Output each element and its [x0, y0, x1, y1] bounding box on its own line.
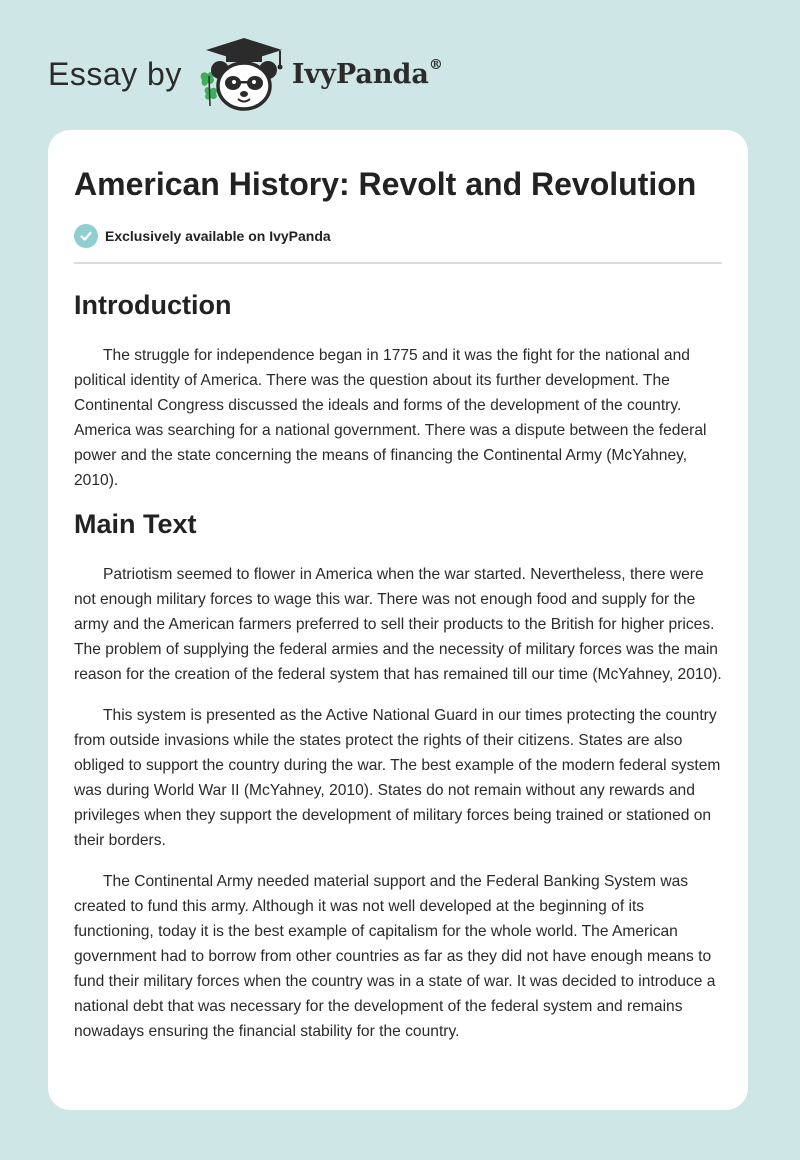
site-header [48, 34, 443, 114]
panda-mascot-icon [196, 36, 288, 112]
section-introduction [74, 288, 722, 493]
registered-mark: ® [428, 56, 443, 73]
essay-card [48, 130, 748, 1110]
check-icon [74, 224, 98, 248]
section-main-text [74, 507, 722, 1044]
section-heading: Introduction [74, 289, 232, 320]
paragraph: This system is presented as the Active National Guard in our times protecting the country from outside invasions while the states protect the rights of their citizens. States are also obliged to support the country during the war. The best example of the modern federal system was during World War II (McYahney, 2010). States do not remain without any rewards and privileges when they support the development of military forces being trained or stationed on their borders. [74, 706, 721, 849]
page-title: American History: Revolt and Revolution [74, 166, 697, 202]
exclusive-badge-text: Exclusively available on IvyPanda [105, 227, 331, 244]
paragraph: The struggle for independence began in 1775 and it was the fight for the national and political identity of America. There was the question about its further development. The Continental Congress discussed the ideals and forms of the development of the country. America was searching for a national government. There was a dispute between the federal power and the state concerning the means of financing the Continental Army (McYahney, 2010). [74, 346, 707, 489]
paragraph: The Continental Army needed material support and the Federal Banking System was created to fund this army. Although it was not well developed at the beginning of its functioning, today it is the best example of capitalism for the whole world. The American government had to borrow from other countries as far as they did not have enough means to fund their military forces when the country was in a state of war. It was decided to introduce a national debt that was necessary for the development of the federal system and remains nowadays ensuring the financial stability for the country. [74, 872, 716, 1040]
brand-name[interactable]: IvyPanda® [291, 56, 443, 90]
exclusive-badge [74, 224, 722, 248]
section-heading: Main Text [74, 508, 197, 539]
title-divider [74, 262, 722, 264]
essay-by-label: Essay by [48, 56, 182, 92]
paragraph: Patriotism seemed to flower in America when the war started. Nevertheless, there were not enough military forces to wage this war. There was not enough food and supply for the army and the American farmers preferred to sell their products to the British for higher prices. The problem of supplying the federal armies and the necessity of military forces was the main reason for the creation of the federal system that has remained till our time (McYahney, 2010). [74, 565, 722, 683]
